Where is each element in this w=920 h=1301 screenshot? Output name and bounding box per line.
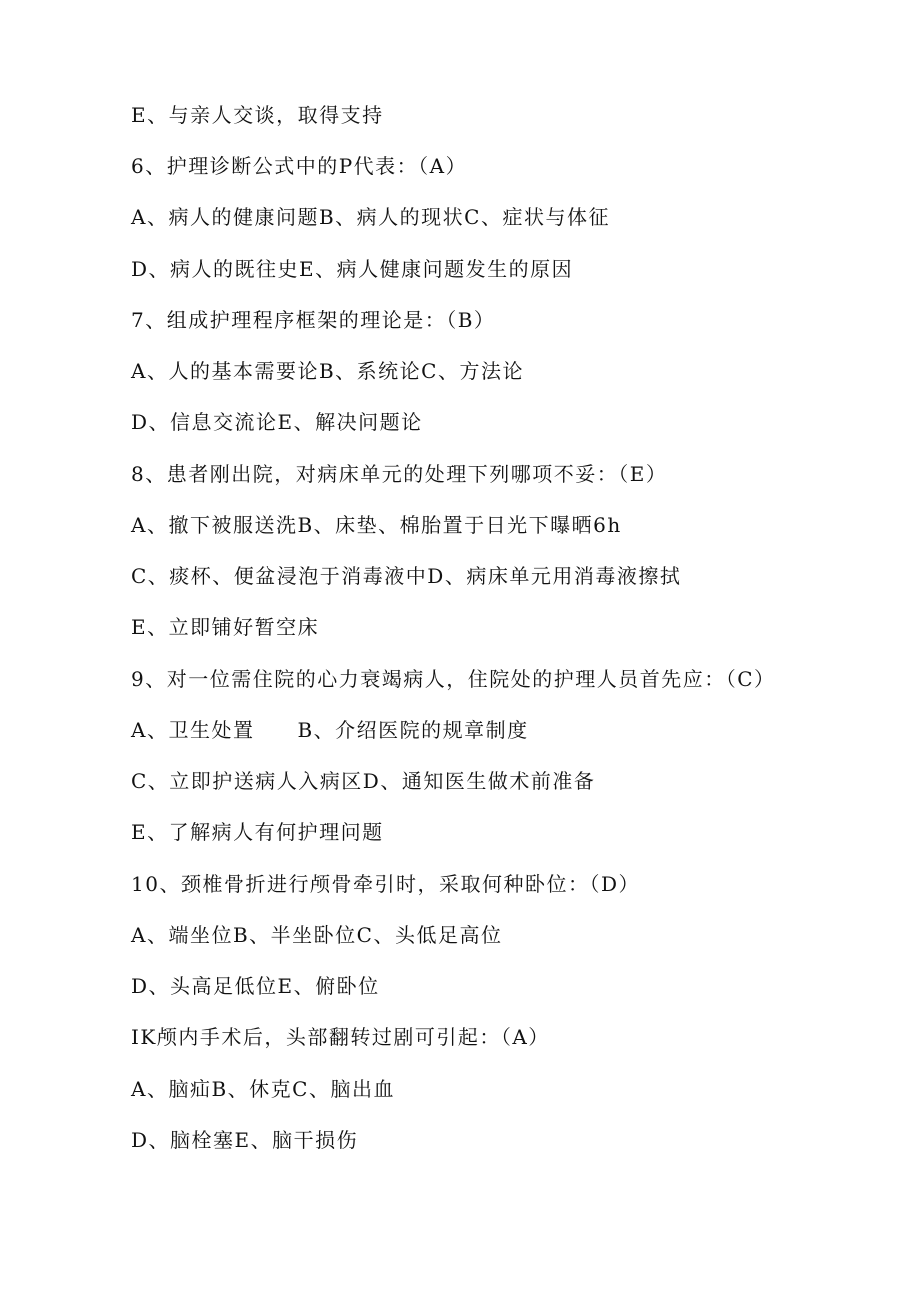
option-line-q6-de: D、病人的既往史E、病人健康问题发生的原因 xyxy=(131,257,574,281)
option-line-q8-e: E、立即铺好暂空床 xyxy=(131,615,320,639)
option-line-q8-cd: C、痰杯、便盆浸泡于消毒液中D、病床单元用消毒液擦拭 xyxy=(131,564,682,588)
question-6: 6、护理诊断公式中的P代表：（A） xyxy=(131,154,468,178)
option-line-q7-de: D、信息交流论E、解决问题论 xyxy=(131,410,423,434)
option-line-q6-abc: A、病人的健康问题B、病人的现状C、症状与体征 xyxy=(131,205,610,229)
option-line-q9-ab: A、卫生处置 B、介绍医院的规章制度 xyxy=(131,718,529,742)
question-9: 9、对一位需住院的心力衰竭病人，住院处的护理人员首先应：（C） xyxy=(131,667,776,691)
question-11: IK颅内手术后，头部翻转过剧可引起：（A） xyxy=(131,1025,550,1049)
option-line-q10-de: D、头高足低位E、俯卧位 xyxy=(131,974,380,998)
question-10: 10、颈椎骨折进行颅骨牵引时，采取何种卧位：（D） xyxy=(131,872,640,896)
option-line-q11-abc: A、脑疝B、休克C、脑出血 xyxy=(131,1077,395,1101)
option-line-q9-e: E、了解病人有何护理问题 xyxy=(131,820,384,844)
option-line-q7-abc: A、人的基本需要论B、系统论C、方法论 xyxy=(131,359,524,383)
option-line-q9-cd: C、立即护送病人入病区D、通知医生做术前准备 xyxy=(131,769,596,793)
option-line-q5-e: E、与亲人交谈，取得支持 xyxy=(131,103,384,127)
question-8: 8、患者刚出院，对病床单元的处理下列哪项不妥：（E） xyxy=(131,462,668,486)
option-line-q10-abc: A、端坐位B、半坐卧位C、头低足高位 xyxy=(131,923,503,947)
question-7: 7、组成护理程序框架的理论是：（B） xyxy=(131,308,496,332)
option-line-q8-ab: A、撤下被服送洗B、床垫、棉胎置于日光下曝晒6h xyxy=(131,513,622,537)
option-line-q11-de: D、脑栓塞E、脑干损伤 xyxy=(131,1128,359,1152)
